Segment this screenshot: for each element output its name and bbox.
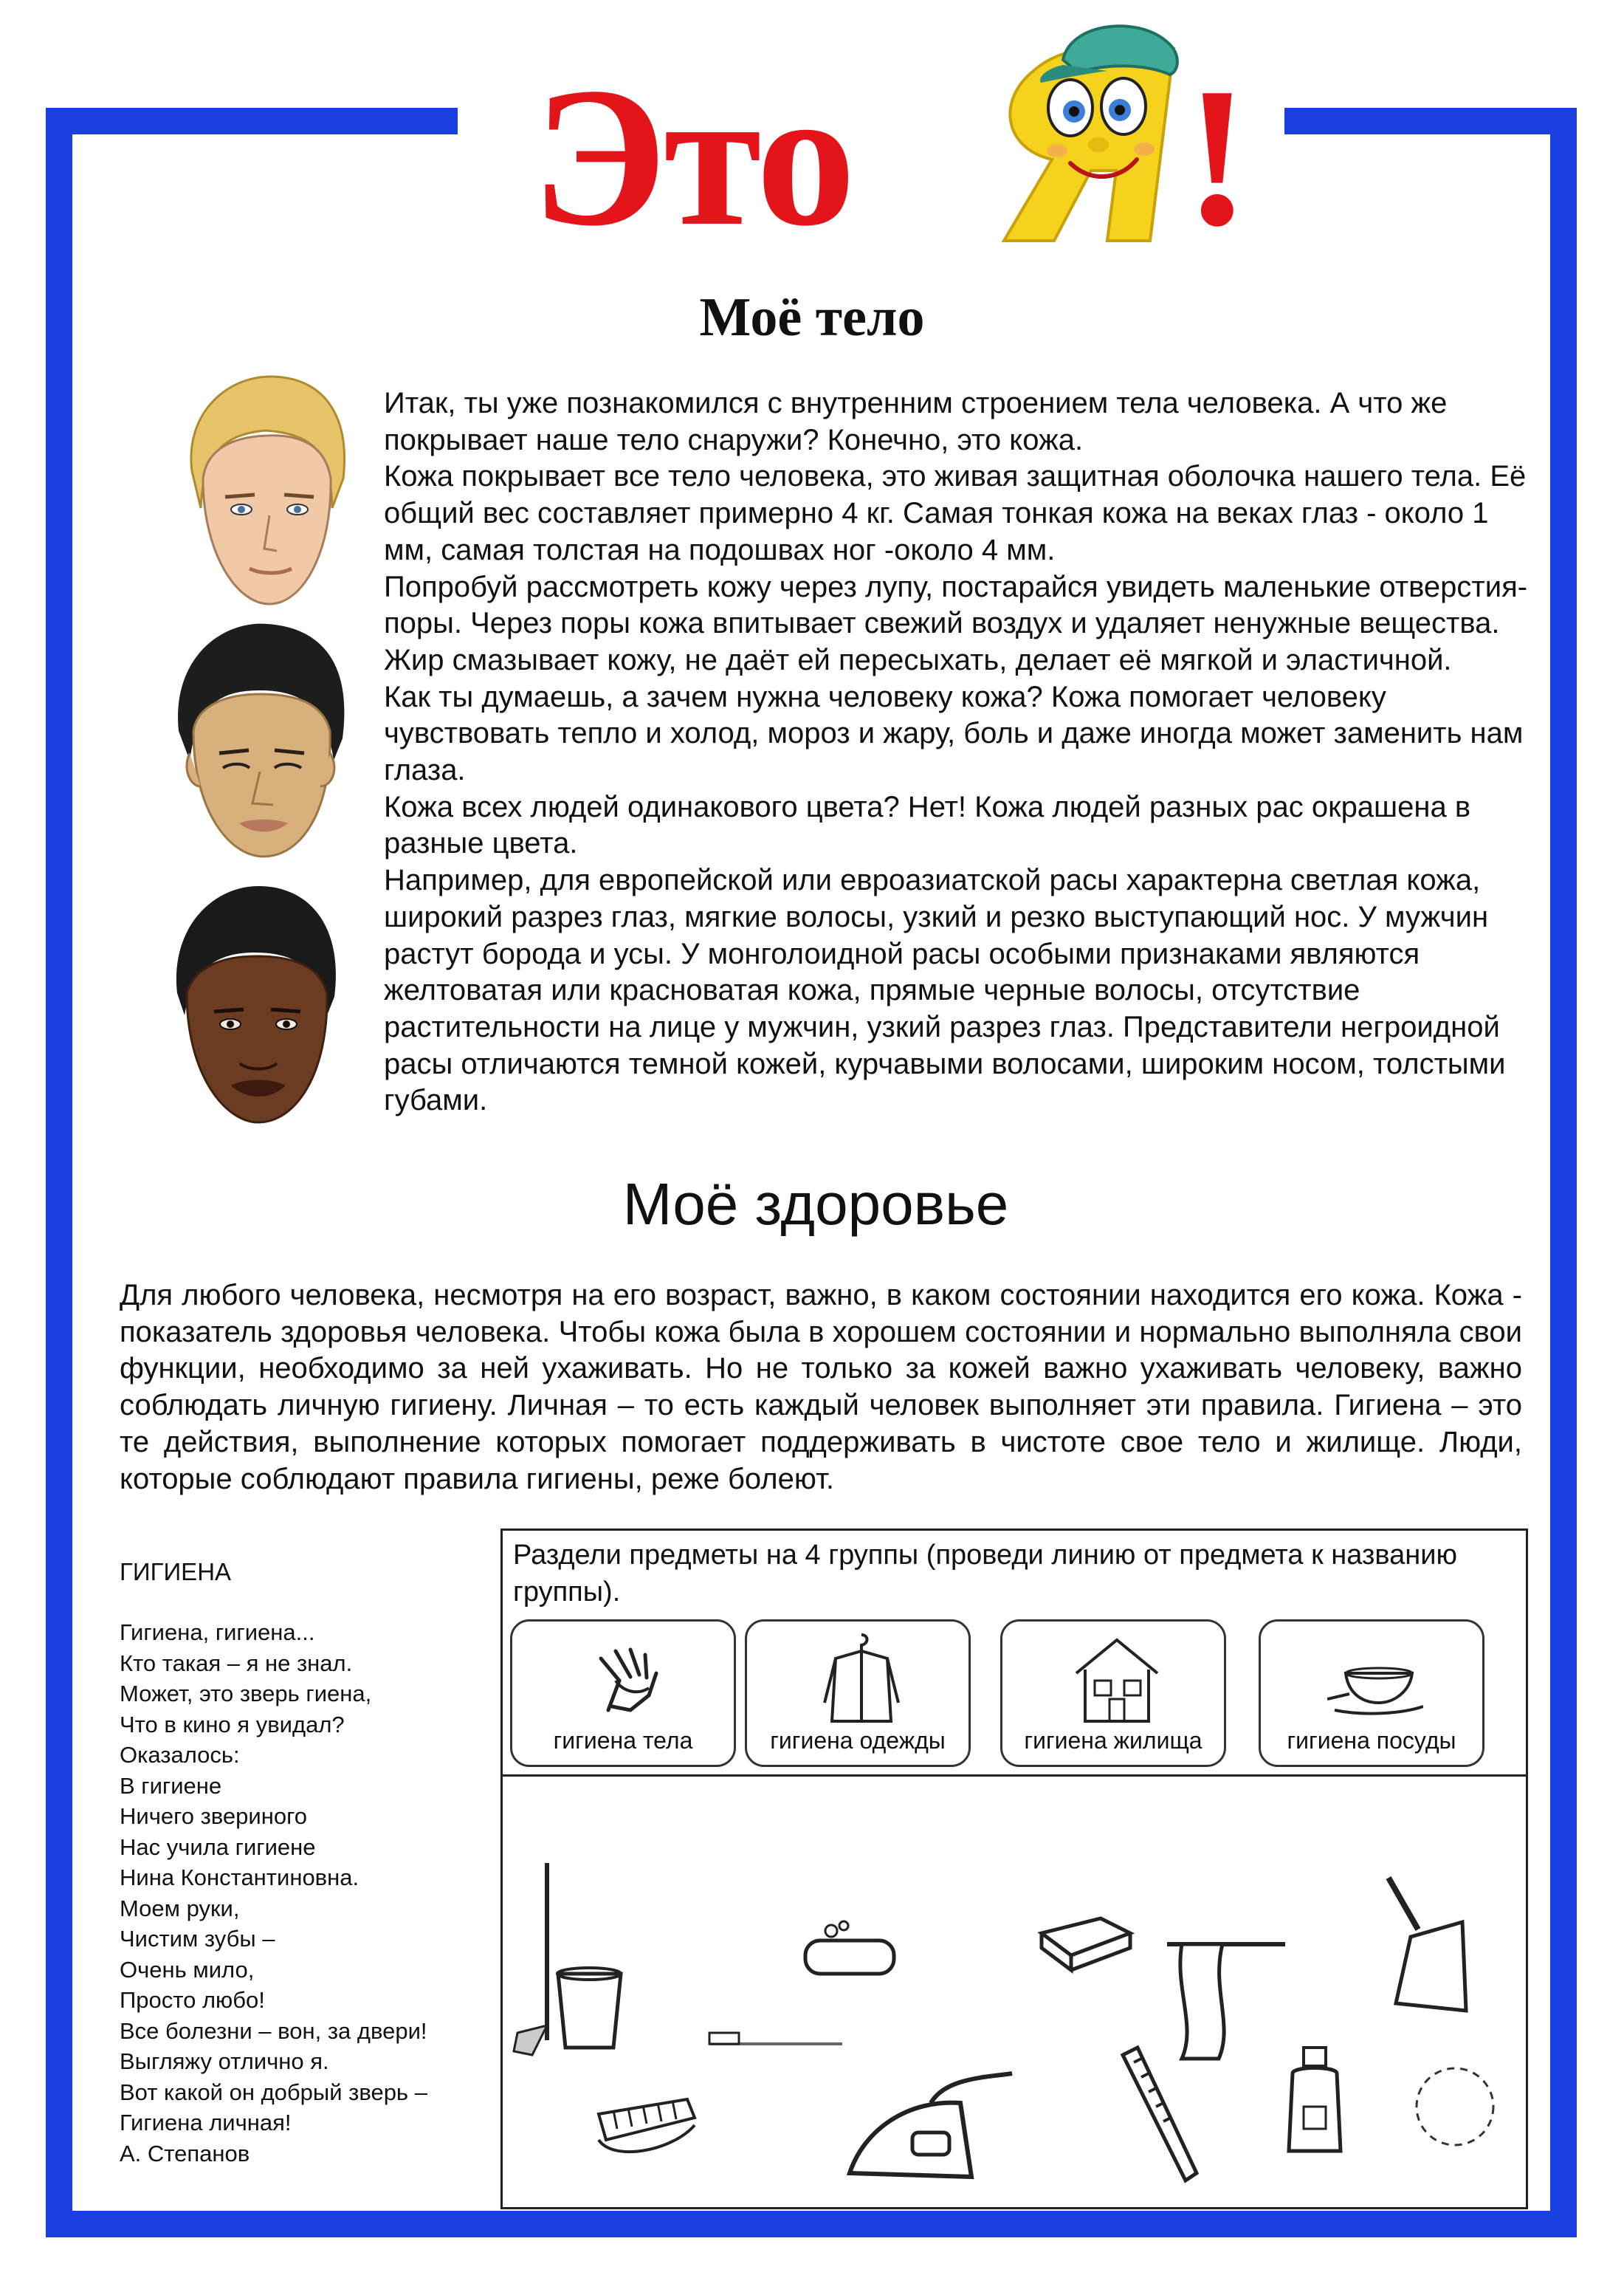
poem-author: А. Степанов bbox=[120, 2140, 250, 2166]
plate-outline-icon bbox=[1411, 2062, 1499, 2151]
body-paragraph: Как ты думаешь, а зачем нужна человеку кожа? Кожа помогает человеку чувствовать тепло и холод, мороз и жару, боль и даже иногда может заменить нам глаза. bbox=[384, 680, 1524, 787]
poem-line: Вот какой он добрый зверь – bbox=[120, 2079, 427, 2105]
poem-line: Просто любо! bbox=[120, 1987, 265, 2013]
poem-line: Что в кино я увидал? bbox=[120, 1711, 345, 1737]
house-icon bbox=[1069, 1629, 1165, 1725]
group-label: гигиена посуды bbox=[1287, 1727, 1456, 1754]
poem-line: Гигиена, гигиена... bbox=[120, 1619, 315, 1645]
poem-line: Нас учила гигиене bbox=[120, 1833, 316, 1860]
title-exclamation: ! bbox=[1184, 47, 1250, 267]
body-paragraph: Итак, ты уже познакомился с внутренним строением тела человека. А что же покрывает наше тело снаружи? Конечно, это кожа. bbox=[384, 387, 1448, 456]
matching-task bbox=[500, 1528, 1528, 2209]
comb-icon[interactable] bbox=[1115, 2040, 1204, 2188]
group-home-hygiene[interactable] bbox=[1000, 1619, 1226, 1767]
task-instruction: Раздели предметы на 4 группы (проведи линию от предмета к названию группы). bbox=[513, 1540, 1457, 1608]
iron-icon[interactable] bbox=[842, 2062, 1019, 2195]
poem-line: Чистим зубы – bbox=[120, 1926, 275, 1952]
hands-washing-icon bbox=[579, 1629, 675, 1725]
health-paragraph: Для любого человека, несмотря на его возраст, важно, в каком состоянии находится его кожа. Кожа - показатель здоровья человека. Чтобы кожа была в хорошем состоянии и нормально выполняла свои функции, необходимо за ней ухаживать. Но не только за кожей важно ухаживать человеку, важно соблюдать личную гигиену. Личная – то есть каждый человек выполняет эти правила. Гигиена – это те действия, выполнение которых помогает поддерживать в чистоте свое тело и жилище. Люди, которые соблюдают правила гигиены, реже болеют. bbox=[120, 1279, 1522, 1495]
group-body-hygiene[interactable] bbox=[510, 1619, 736, 1767]
page-title: Это bbox=[531, 47, 853, 267]
toothbrush-icon[interactable] bbox=[702, 2018, 850, 2062]
sponge-icon[interactable] bbox=[1034, 1900, 1138, 1974]
body-paragraph: Например, для европейской или евроазиатской расы характерна светлая кожа, широкий разрез глаз, мягкие волосы, узкий и резко выступающий нос. У мужчин растут борода и усы. У монголоидной расы особыми признаками являются желтоватая или красноватая кожа, прямые черные волосы, отсутствие растительности на лице у мужчин, узкий разрез глаз. Представители негроидной расы отличаются темной кожей, курчавыми волосами, широким носом, толстыми губами. bbox=[384, 864, 1506, 1117]
section-heading-body: Моё тело bbox=[699, 287, 925, 348]
soap-icon[interactable] bbox=[798, 1915, 901, 1989]
poem-line: Моем руки, bbox=[120, 1895, 240, 1921]
poem-line: Гигиена личная! bbox=[120, 2110, 292, 2135]
coat-hanger-icon bbox=[813, 1629, 909, 1725]
group-clothes-hygiene[interactable] bbox=[745, 1619, 971, 1767]
body-text bbox=[384, 385, 1535, 1119]
group-label: гигиена одежды bbox=[770, 1727, 946, 1754]
body-paragraph: Кожа всех людей одинакового цвета? Нет! Кожа людей разных рас окрашена в разные цвета. bbox=[384, 790, 1471, 860]
poem-line: Все болезни – вон, за двери! bbox=[120, 2017, 427, 2044]
african-face-icon bbox=[151, 882, 358, 1126]
group-dishes-hygiene[interactable] bbox=[1259, 1619, 1484, 1767]
poem-title: ГИГИЕНА bbox=[120, 1558, 232, 1585]
body-paragraph: Кожа покрывает все тело человека, это живая защитная оболочка нашего тела. Её общий вес составляет примерно 4 кг. Самая тонкая кожа на веках глаз - около 1 мм, самая толстая на подошвах ног -около 4 мм. bbox=[384, 460, 1527, 566]
poem-line: Выгляжу отлично я. bbox=[120, 2048, 329, 2074]
group-label: гигиена тела bbox=[553, 1727, 693, 1754]
group-label: гигиена жилища bbox=[1024, 1727, 1202, 1754]
poem-line: Кто такая – я не знал. bbox=[120, 1650, 353, 1676]
letter-ya-mascot-icon bbox=[960, 19, 1196, 248]
poem-line: В гигиене bbox=[120, 1772, 222, 1799]
poem bbox=[120, 1617, 503, 2169]
mop-bucket-icon[interactable] bbox=[503, 1856, 636, 2077]
poem-line: Может, это зверь гиена, bbox=[120, 1681, 372, 1706]
poem-line: Оказалось: bbox=[120, 1742, 240, 1768]
dish-icon bbox=[1327, 1629, 1423, 1725]
poem-line: Ничего звериного bbox=[120, 1803, 307, 1829]
dustpan-icon[interactable] bbox=[1381, 1870, 1470, 2018]
groups-divider bbox=[503, 1774, 1526, 1777]
detergent-bottle-icon[interactable] bbox=[1278, 2040, 1352, 2158]
section-heading-health: Моё здоровье bbox=[622, 1171, 1009, 1237]
asian-face-icon bbox=[156, 620, 363, 864]
poem-line: Очень мило, bbox=[120, 1956, 255, 1983]
european-face-icon bbox=[162, 368, 369, 611]
body-paragraph: Попробуй рассмотреть кожу через лупу, постарайся увидеть маленькие отверстия- поры. Через поры кожа впитывает свежий воздух и удаляет ненужные вещества. Жир смазывает кожу, не даёт ей пересыхать, делает её мягкой и эластичной. bbox=[384, 570, 1528, 676]
brush-icon[interactable] bbox=[584, 2092, 702, 2166]
poem-line: Нина Константиновна. bbox=[120, 1864, 359, 1890]
